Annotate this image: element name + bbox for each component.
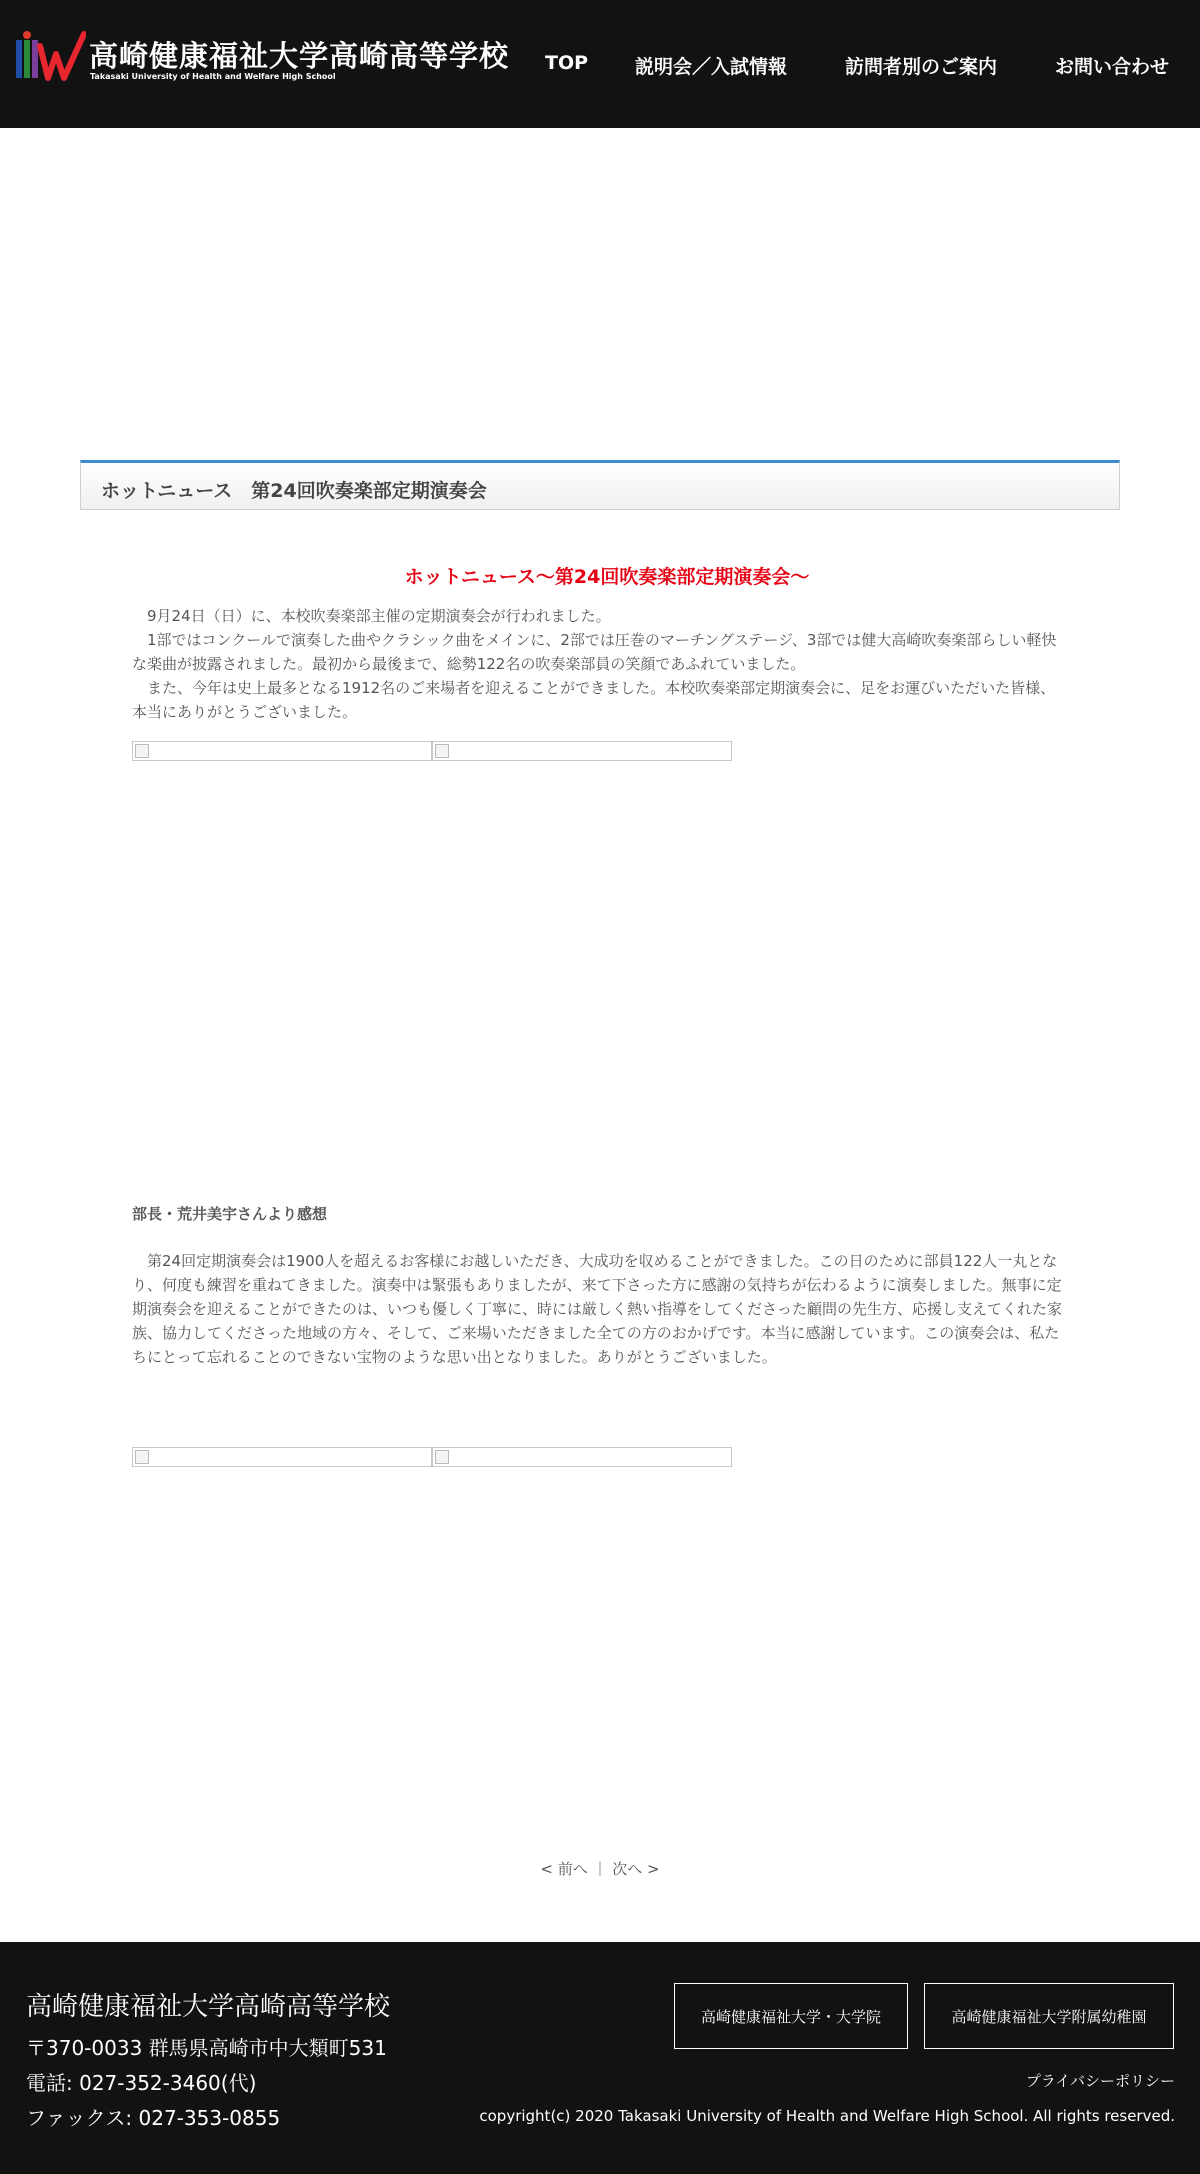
page-heading (80, 460, 1120, 510)
nav-contact[interactable]: お問い合わせ (1055, 56, 1170, 78)
president-comment: 第24回定期演奏会は1900人を超えるお客様にお越しいただき、大成功を収めることができました。この日のために部員122人一丸となり、何度も練習を重ねてきました。演奏中は緊張もありましたが、来て下さった方に感謝の気持ちが伝わるように演奏しました。無事に定期演奏会を迎えることができたのは、いつも優しく丁寧に、時には厳しく熱い指導をしてくださった顧問の先生方、応援し支えてくれた家族、協力してくださった地域の方々、そして、ご来場いただきました全ての方のおかげです。本当に感謝しています。この演奏会は、私たちにとって忘れることのできない宝物のような思い出となりました。ありがとうございました。 (132, 1252, 1063, 1366)
nav-top[interactable]: TOP (545, 52, 589, 74)
concert-photo (132, 1447, 432, 1467)
copyright-text: copyright(c) 2020 Takasaki University of Health and Welfare High School. All rights reserved. (479, 2107, 1175, 2125)
intro-paragraph: 9月24日（日）に、本校吹奏楽部主催の定期演奏会が行われました。 (132, 607, 611, 625)
logo-subtitle: Takasaki University of Health and Welfare High School (90, 72, 336, 81)
prev-link[interactable]: < 前へ (540, 1860, 588, 1878)
intro-paragraph: また、今年は史上最多となる1912名のご来場者を迎えることができました。本校吹奏楽部定期演奏会に、足をお運びいただいた皆様、本当にありがとうございました。 (132, 679, 1056, 721)
footer-phone: 電話: 027-352-3460(代) (26, 2071, 257, 2095)
logo-title: 高崎健康福祉大学高崎高等学校 (89, 39, 510, 73)
concert-photo (432, 1447, 732, 1467)
comment-heading: 部長・荒井美宇さんより感想 (132, 1205, 328, 1223)
footer-school-name: 高崎健康福祉大学高崎高等学校 (26, 1992, 391, 2022)
photo-row-1 (132, 741, 732, 761)
concert-photo (132, 741, 432, 761)
concert-photo (432, 741, 732, 761)
site-header (0, 0, 1200, 128)
nav-visitor-guide[interactable]: 訪問者別のご案内 (845, 56, 998, 78)
footer-fax: ファックス: 027-353-0855 (26, 2106, 281, 2130)
site-footer (0, 1942, 1200, 2174)
article-title: ホットニュース～第24回吹奏楽部定期演奏会～ (404, 566, 810, 588)
footer-address: 〒370-0033 群馬県高崎市中大類町531 (26, 2036, 387, 2060)
kindergarten-link-button[interactable]: 高崎健康福祉大学附属幼稚園 (924, 1983, 1174, 2049)
photo-row-2 (132, 1447, 732, 1467)
next-link[interactable]: 次へ > (612, 1860, 660, 1878)
pager-separator: ｜ (592, 1860, 608, 1878)
school-logo[interactable] (14, 28, 510, 88)
page-heading-text: ホットニュース 第24回吹奏楽部定期演奏会 (101, 480, 487, 502)
university-link-button[interactable]: 高崎健康福祉大学・大学院 (674, 1983, 908, 2049)
privacy-policy-link[interactable]: プライバシーポリシー (1025, 2072, 1175, 2090)
article-intro (132, 604, 1062, 724)
intro-paragraph: 1部ではコンクールで演奏した曲やクラシック曲をメインに、2部では圧巻のマーチングステージ、3部では健大高崎吹奏楽部らしい軽快な楽曲が披露されました。最初から最後まで、総勢122名の吹奏楽部員の笑顔であふれていました。 (132, 631, 1057, 673)
nav-admissions[interactable]: 説明会／入試情報 (635, 56, 788, 78)
pagination (0, 1858, 1200, 1879)
school-logo-mark-icon (14, 30, 86, 82)
